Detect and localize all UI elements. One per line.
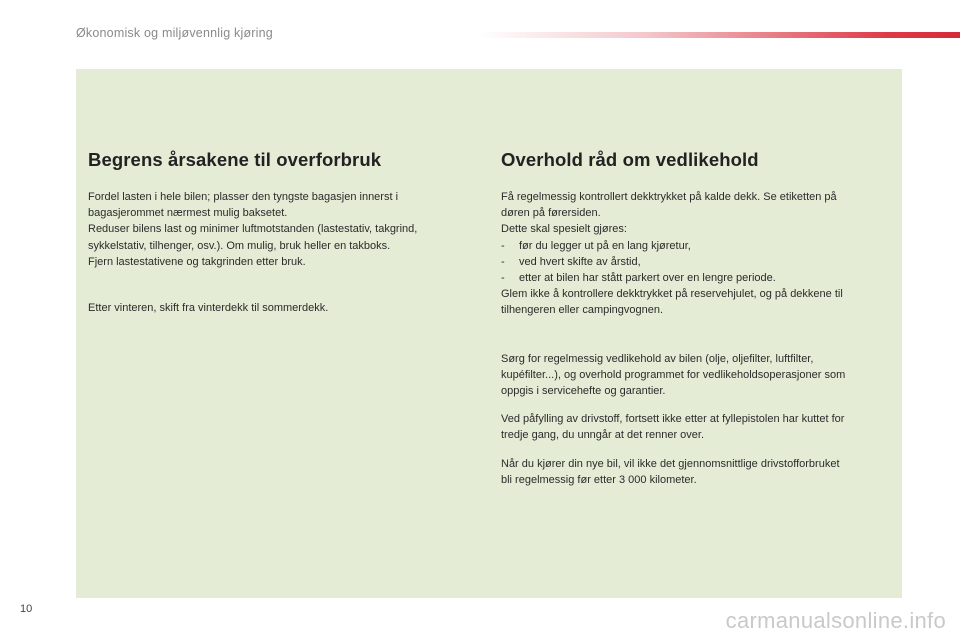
list-item-text: ved hvert skifte av årstid,: [519, 255, 641, 268]
text-line: Dette skal spesielt gjøres:: [501, 223, 627, 236]
right-paragraph-3: [501, 411, 893, 443]
page-number: 10: [20, 603, 33, 615]
left-paragraph-1: [88, 189, 473, 270]
text-line: tilhengeren eller campingvognen.: [501, 304, 664, 317]
list-item-text: etter at bilen har stått parkert over en lengre periode.: [519, 272, 776, 285]
text-line: Glem ikke å kontrollere dekktrykket på reservehjulet, og på dekkene til: [501, 288, 843, 301]
text-line: bli regelmessig før etter 3 000 kilometer.: [501, 473, 697, 486]
text-line: bagasjerommet nærmest mulig baksetet.: [88, 207, 288, 220]
right-column: [501, 149, 893, 488]
right-paragraph-2: [501, 351, 893, 400]
left-column: [88, 149, 473, 316]
right-paragraph-4: [501, 456, 893, 488]
list-item: - etter at bilen har stått parkert over en lengre periode.: [501, 270, 893, 286]
list-item: - før du legger ut på en lang kjøretur,: [501, 238, 893, 254]
section-title: Økonomisk og miljøvennlig kjøring: [76, 26, 273, 40]
text-line: sykkelstativ, tilhenger, osv.). Om mulig, bruk heller en takboks.: [88, 239, 391, 252]
text-line: Fjern lastestativene og takgrinden etter bruk.: [88, 255, 306, 268]
left-heading: Begrens årsakene til overforbruk: [88, 149, 382, 170]
watermark: carmanualsonline.info: [725, 608, 946, 633]
text-line: kupéfilter...), og overhold programmet for vedlikeholdsoperasjoner som: [501, 368, 846, 381]
text-line: Fordel lasten i hele bilen; plasser den tyngste bagasjen innerst i: [88, 191, 399, 203]
text-line: Få regelmessig kontrollert dekktrykket på kalde dekk. Se etiketten på: [501, 191, 837, 203]
text-line: Når du kjører din nye bil, vil ikke det gjennomsnittlige drivstofforbruket: [501, 457, 840, 470]
text-line: Reduser bilens last og minimer luftmotstanden (lastestativ, takgrind,: [88, 223, 418, 236]
list-item-text: før du legger ut på en lang kjøretur,: [519, 239, 691, 252]
left-paragraph-2: Etter vinteren, skift fra vinterdekk til sommerdekk.: [88, 302, 329, 315]
text-line: oppgis i servicehefte og garantier.: [501, 385, 666, 398]
text-line: tredje gang, du unngår at det renner over.: [501, 429, 705, 442]
text-line: Sørg for regelmessig vedlikehold av bilen (olje, oljefilter, luftfilter,: [501, 352, 814, 365]
text-line: døren på førersiden.: [501, 207, 601, 220]
text-line: Ved påfylling av drivstoff, fortsett ikke etter at fyllepistolen har kuttet for: [501, 413, 845, 426]
right-paragraph-1: [501, 189, 893, 319]
list-item: - ved hvert skifte av årstid,: [501, 254, 893, 270]
right-heading: Overhold råd om vedlikehold: [501, 149, 759, 170]
content-panel: [76, 69, 902, 598]
header-accent-bar: [478, 32, 960, 38]
